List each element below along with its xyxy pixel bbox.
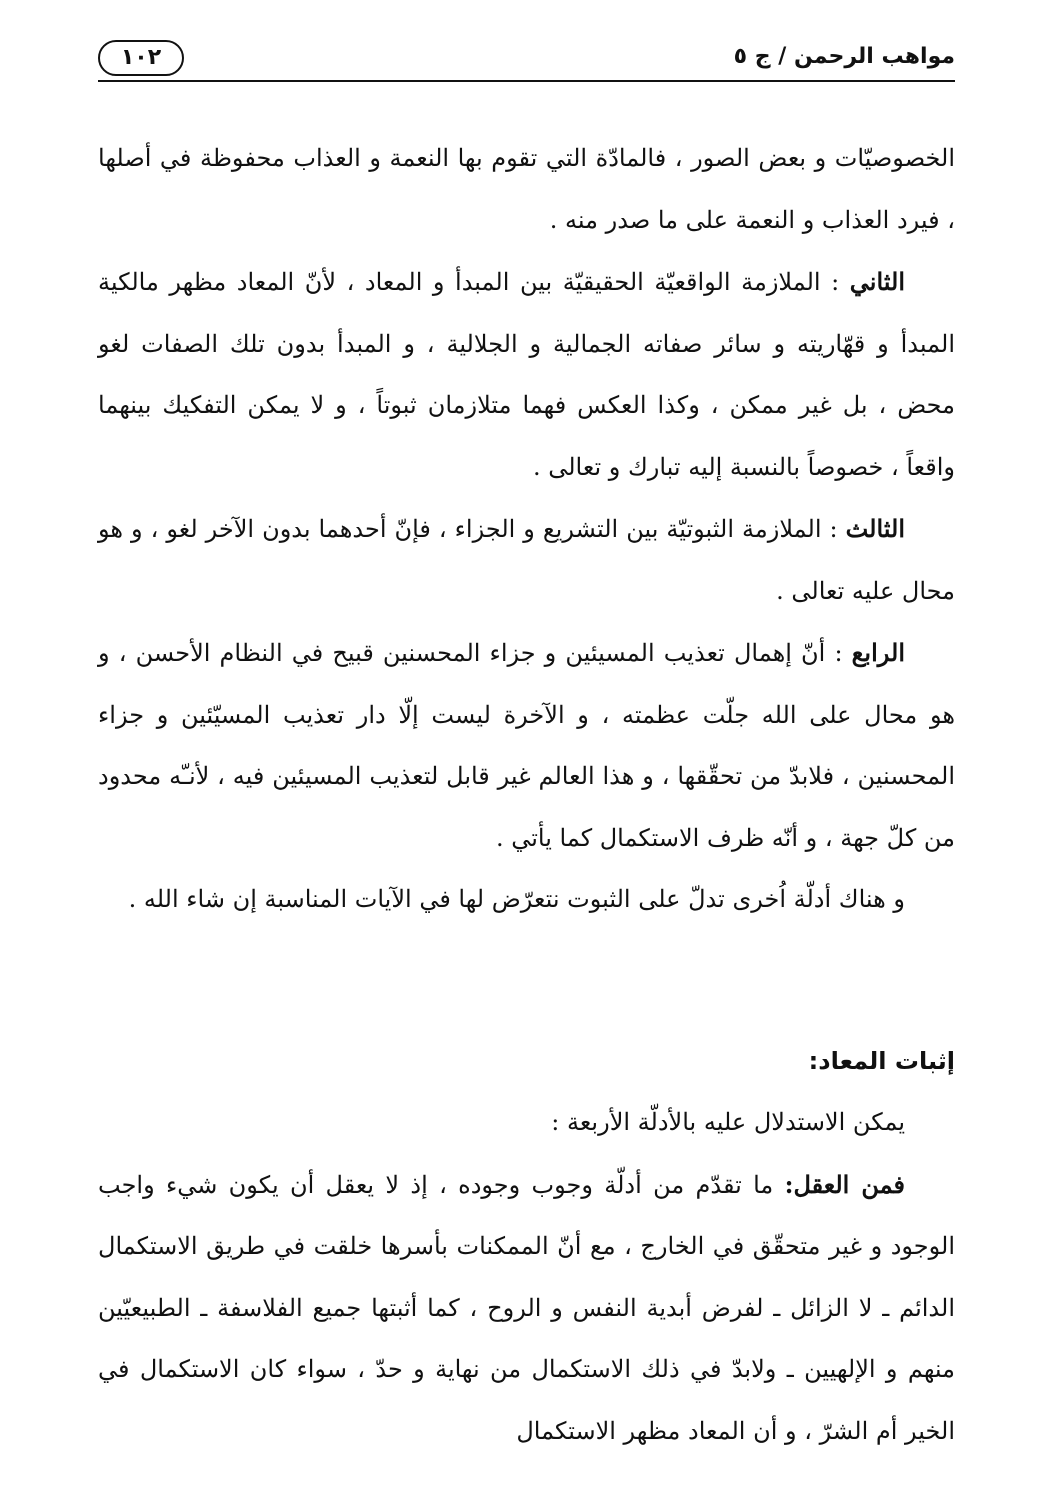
header-divider <box>98 80 955 82</box>
paragraph-1: الخصوصيّات و بعض الصور ، فالمادّة التي تقوم بها النعمة و العذاب محفوظة في أصلها ، فيرد العذاب و النعمة على ما صدر منه . <box>98 144 955 234</box>
paragraph-2 <box>98 251 955 498</box>
paragraph-6: يمكن الاستدلال عليه بالأدلّة الأربعة : <box>551 1108 905 1136</box>
paragraph-4-lead: الرابع <box>851 638 905 667</box>
paragraph-2-lead: الثاني <box>849 267 905 296</box>
paragraph-4-text: : أنّ إهمال تعذيب المسيئين و جزاء المحسنين قبيح في النظام الأحسن ، و هو محال على الله جلّت عظمته ، و الآخرة ليست إلّا دار تعذيب المسيّئين و جزاء المحسنين ، فلابدّ من تحقّقها ، و هذا العالم غير قابل لتعذيب المسيئين فيه ، لأنـّه محدود من كلّ جهة ، و أنّه ظرف الاستكمال كما يأتي . <box>98 639 955 852</box>
running-title: مواهب الرحمن / ج ٥ <box>733 44 955 69</box>
paragraph-7 <box>98 1154 955 1463</box>
paragraph-3 <box>98 498 955 622</box>
section-title: إثبات المعاد: <box>808 1046 955 1075</box>
paragraph-7-text: ما تقدّم من أدلّة وجوب وجوده ، إذ لا يعقل أن يكون شيء واجب الوجود و غير متحقّق في الخارج ، مع أنّ الممكنات بأسرها خلقت في طريق الاستكمال الدائم ـ لا الزائل ـ لفرض أبدية النفس و الروح ، كما أثبتها جميع الفلاسفة ـ الطبيعيّين منهم و الإلهيين ـ ولابدّ في ذلك الاستكمال من نهاية و حدّ ، سواء كان الاستكمال في الخير أم الشرّ ، و أن المعاد مظهر الاستكمال <box>98 1170 955 1445</box>
page-body <box>98 128 955 1462</box>
paragraph-3-text: : الملازمة الثبوتيّة بين التشريع و الجزاء ، فإنّ أحدهما بدون الآخر لغو ، و هو محال عليه تعالى . <box>98 515 955 605</box>
paragraph-4 <box>98 622 955 869</box>
page-number-badge: ١٠٢ <box>98 40 184 76</box>
paragraph-7-lead: فمن العقل: <box>784 1169 905 1199</box>
paragraph-3-lead: الثالث <box>845 514 905 543</box>
paragraph-5: و هناك أدلّة اُخرى تدلّ على الثبوت نتعرّض لها في الآيات المناسبة إن شاء الله . <box>128 885 905 913</box>
page-header <box>98 30 955 88</box>
paragraph-2-text: : الملازمة الواقعيّة الحقيقيّة بين المبدأ و المعاد ، لأنّ المعاد مظهر مالكية المبدأ و قهّاريته و سائر صفاته الجمالية و الجلالية ، و المبدأ بدون تلك الصفات لغو محض ، بل غير ممكن ، وكذا العكس فهما متلازمان ثبوتاً ، و لا يمكن التفكيك بينهما واقعاً ، خصوصاً بالنسبة إليه تبارك و تعالى . <box>98 268 955 481</box>
